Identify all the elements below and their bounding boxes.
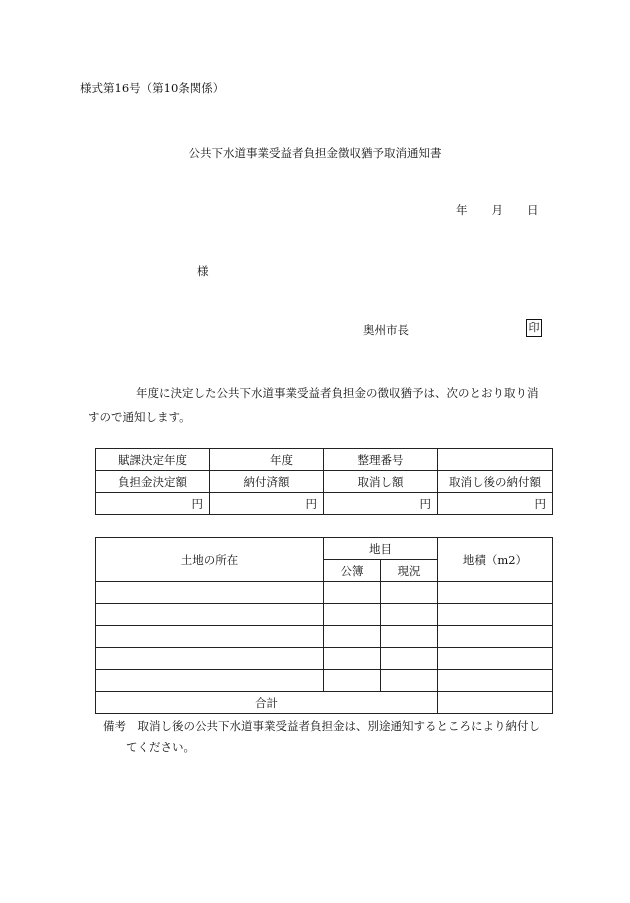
date-year-label: 年 <box>456 203 468 217</box>
land-area-cell <box>438 626 553 648</box>
seal-mark: 印 <box>526 319 542 337</box>
land-actual-cell <box>381 582 438 604</box>
land-registry-cell <box>324 582 381 604</box>
paid-amount-header: 納付済額 <box>210 471 324 493</box>
land-table-header-row <box>96 538 553 560</box>
land-registry-cell <box>324 670 381 692</box>
land-location-cell <box>96 648 324 670</box>
remarks-line2: てください。 <box>126 740 195 754</box>
amount-table <box>95 448 553 515</box>
table-row <box>96 648 553 670</box>
land-location-cell <box>96 626 324 648</box>
amount-table-row <box>96 449 553 471</box>
land-location-header: 土地の所在 <box>96 538 324 582</box>
land-registry-cell <box>324 648 381 670</box>
land-area-cell <box>438 582 553 604</box>
notice-text-line1: 年度に決定した公共下水道事業受益者負担金の徴収猶予は、次のとおり取り消 <box>136 386 539 400</box>
table-row <box>96 670 553 692</box>
amount-table-row <box>96 471 553 493</box>
table-row <box>96 626 553 648</box>
after-cancel-amount-value: 円 <box>438 493 553 515</box>
land-category-header: 地目 <box>324 538 438 560</box>
decided-amount-value: 円 <box>96 493 210 515</box>
land-area-header: 地積（m2） <box>438 538 553 582</box>
land-table <box>95 537 553 714</box>
land-registry-cell <box>324 626 381 648</box>
issuer-name: 奥州市長 <box>363 323 409 337</box>
assessment-year-label: 賦課決定年度 <box>96 449 210 471</box>
date-day-label: 日 <box>527 203 539 217</box>
land-actual-cell <box>381 648 438 670</box>
land-location-cell <box>96 604 324 626</box>
land-actual-cell <box>381 626 438 648</box>
land-category-actual-header: 現況 <box>381 560 438 582</box>
land-location-cell <box>96 670 324 692</box>
land-registry-cell <box>324 604 381 626</box>
paid-amount-value: 円 <box>210 493 324 515</box>
after-cancel-amount-header: 取消し後の納付額 <box>438 471 553 493</box>
decided-amount-header: 負担金決定額 <box>96 471 210 493</box>
table-row <box>96 582 553 604</box>
land-category-registry-header: 公簿 <box>324 560 381 582</box>
land-area-cell <box>438 648 553 670</box>
table-row <box>96 604 553 626</box>
land-area-cell <box>438 604 553 626</box>
land-actual-cell <box>381 670 438 692</box>
land-area-cell <box>438 670 553 692</box>
land-total-area-cell <box>438 692 553 714</box>
land-total-label: 合計 <box>96 692 438 714</box>
remarks-line1: 備考 取消し後の公共下水道事業受益者負担金は、別途通知するところにより納付し <box>103 719 540 733</box>
land-actual-cell <box>381 604 438 626</box>
recipient-honorific: 様 <box>197 264 209 278</box>
notice-text-line2: すので通知します。 <box>88 410 191 424</box>
land-location-cell <box>96 582 324 604</box>
land-total-row <box>96 692 553 714</box>
date-line <box>456 202 539 218</box>
reference-number-value <box>438 449 553 471</box>
cancel-amount-value: 円 <box>324 493 438 515</box>
reference-number-label: 整理番号 <box>324 449 438 471</box>
document-title: 公共下水道事業受益者負担金徴収猶予取消通知書 <box>188 146 442 160</box>
cancel-amount-header: 取消し額 <box>324 471 438 493</box>
assessment-year-value: 年度 <box>210 449 324 471</box>
amount-table-row <box>96 493 553 515</box>
form-number: 様式第16号（第10条関係） <box>80 81 225 95</box>
date-month-label: 月 <box>491 203 503 217</box>
